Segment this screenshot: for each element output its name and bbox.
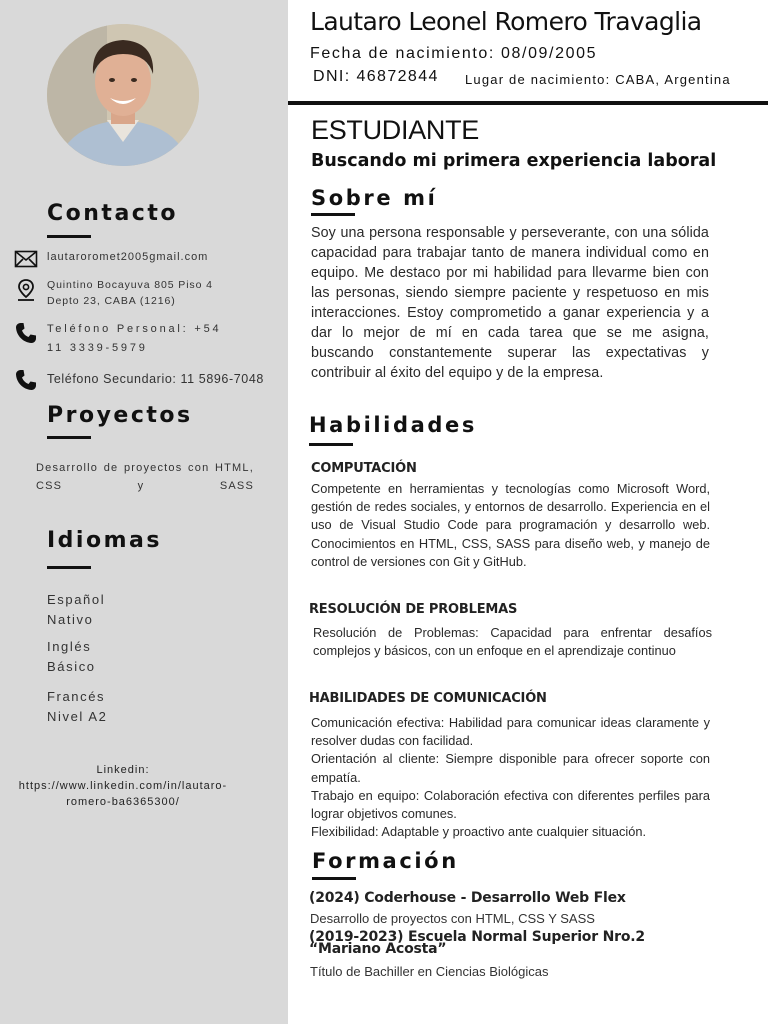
dni: DNI: 46872844 bbox=[313, 68, 439, 85]
location-pin-icon bbox=[14, 278, 38, 302]
projects-text: Desarrollo de proyectos con HTML, CSS y SASS bbox=[36, 462, 254, 492]
skill-problems-title: RESOLUCIÓN DE PROBLEMAS bbox=[309, 602, 518, 617]
languages-title-underline bbox=[47, 566, 91, 569]
birthplace: Lugar de nacimiento: CABA, Argentina bbox=[465, 72, 731, 87]
skill-communication-list bbox=[311, 714, 710, 841]
education-title: Formación bbox=[312, 849, 459, 873]
linkedin-url-line1[interactable]: https://www.linkedin.com/in/lautaro- bbox=[18, 780, 228, 792]
linkedin-url-line2[interactable]: romero-ba6365300/ bbox=[66, 796, 180, 808]
skill-problems-text: Resolución de Problemas: Capacidad para enfrentar desafíos complejos y básicos, con un enfoque en el aprendizaje continuo bbox=[313, 625, 712, 659]
language-name: Español bbox=[47, 592, 106, 607]
skill-computing-text: Competente en herramientas y tecnologías como Microsoft Word, gestión de redes sociales, y entornos de desarrollo. Experiencia en el uso de Visual Studio Code para programación y desarrollo web. Conocimientos en HTML, CSS, SASS para diseño web, y manejo de control de versiones con Git y GitHub. bbox=[311, 481, 710, 569]
phone-icon bbox=[14, 368, 38, 392]
skills-title-underline bbox=[309, 443, 353, 446]
education-item-title: (2019-2023) Escuela Normal Superior Nro.2 bbox=[309, 929, 645, 945]
full-name: Lautaro Leonel Romero Travaglia bbox=[310, 7, 702, 36]
projects-title-underline bbox=[47, 436, 91, 439]
profile-photo bbox=[47, 24, 199, 166]
communication-item: Flexibilidad: Adaptable y proactivo ante cualquier situación. bbox=[311, 824, 647, 840]
contact-address-line1: Quintino Bocayuva 805 Piso 4 bbox=[47, 279, 213, 291]
skill-communication-title: HABILIDADES DE COMUNICACIÓN bbox=[309, 691, 547, 706]
language-level: Nivel A2 bbox=[47, 709, 108, 724]
phone-icon bbox=[14, 321, 38, 345]
contact-email[interactable]: lautaroromet2005gmail.com bbox=[47, 251, 209, 263]
about-title-underline bbox=[311, 213, 355, 216]
education-item-detail: Título de Bachiller en Ciencias Biológicas bbox=[310, 964, 549, 979]
contact-phone-secondary[interactable]: Teléfono Secundario: 11 5896-7048 bbox=[47, 372, 264, 386]
skill-computing-title: COMPUTACIÓN bbox=[311, 461, 417, 476]
tagline: Buscando mi primera experiencia laboral bbox=[311, 151, 717, 171]
birthdate: Fecha de nacimiento: 08/09/2005 bbox=[310, 45, 598, 62]
education-item-title: (2024) Coderhouse - Desarrollo Web Flex bbox=[309, 890, 626, 906]
language-level: Básico bbox=[47, 659, 96, 674]
mail-icon bbox=[14, 247, 38, 271]
contact-title-underline bbox=[47, 235, 91, 238]
languages-title: Idiomas bbox=[47, 528, 162, 553]
sidebar bbox=[0, 0, 288, 1024]
header-divider bbox=[288, 101, 768, 105]
communication-item: Orientación al cliente: Siempre disponible para ofrecer soporte con empatía. bbox=[311, 751, 710, 785]
avatar bbox=[47, 24, 199, 166]
language-name: Francés bbox=[47, 689, 106, 704]
skills-title: Habilidades bbox=[309, 413, 477, 437]
role-title: ESTUDIANTE bbox=[311, 115, 480, 145]
language-level: Nativo bbox=[47, 612, 94, 627]
projects-title: Proyectos bbox=[47, 403, 193, 428]
communication-item: Comunicación efectiva: Habilidad para comunicar ideas claramente y resolver dudas con facilidad. bbox=[311, 715, 710, 749]
language-name: Inglés bbox=[47, 639, 92, 654]
communication-item: Trabajo en equipo: Colaboración efectiva con diferentes perfiles para lograr objetivos comunes. bbox=[311, 787, 710, 822]
education-title-underline bbox=[312, 877, 356, 880]
education-item-title-line2: “Mariano Acosta” bbox=[309, 941, 447, 957]
education-item-detail: Desarrollo de proyectos con HTML, CSS Y SASS bbox=[310, 911, 595, 926]
about-text: Soy una persona responsable y perseverante, con una sólida capacidad para trabajar tanto de manera individual como en equipo. Me destaco por mi habilidad para llevarme bien con las personas, siendo siempre paciente y respetuoso en mis interacciones. Estoy comprometido a ganar experiencia y a dar lo mejor de mí en cada tarea que se me asigna, buscando constantemente superar las expectativas y contribuir al éxito del equipo y de la empresa. bbox=[311, 225, 709, 381]
contact-phone-personal[interactable]: Teléfono Personal: +54 11 3339-5979 bbox=[47, 323, 222, 354]
about-title: Sobre mí bbox=[311, 186, 438, 210]
contact-title: Contacto bbox=[47, 201, 178, 226]
contact-address-line2: Depto 23, CABA (1216) bbox=[47, 295, 176, 307]
linkedin-label: Linkedin: bbox=[96, 764, 150, 776]
